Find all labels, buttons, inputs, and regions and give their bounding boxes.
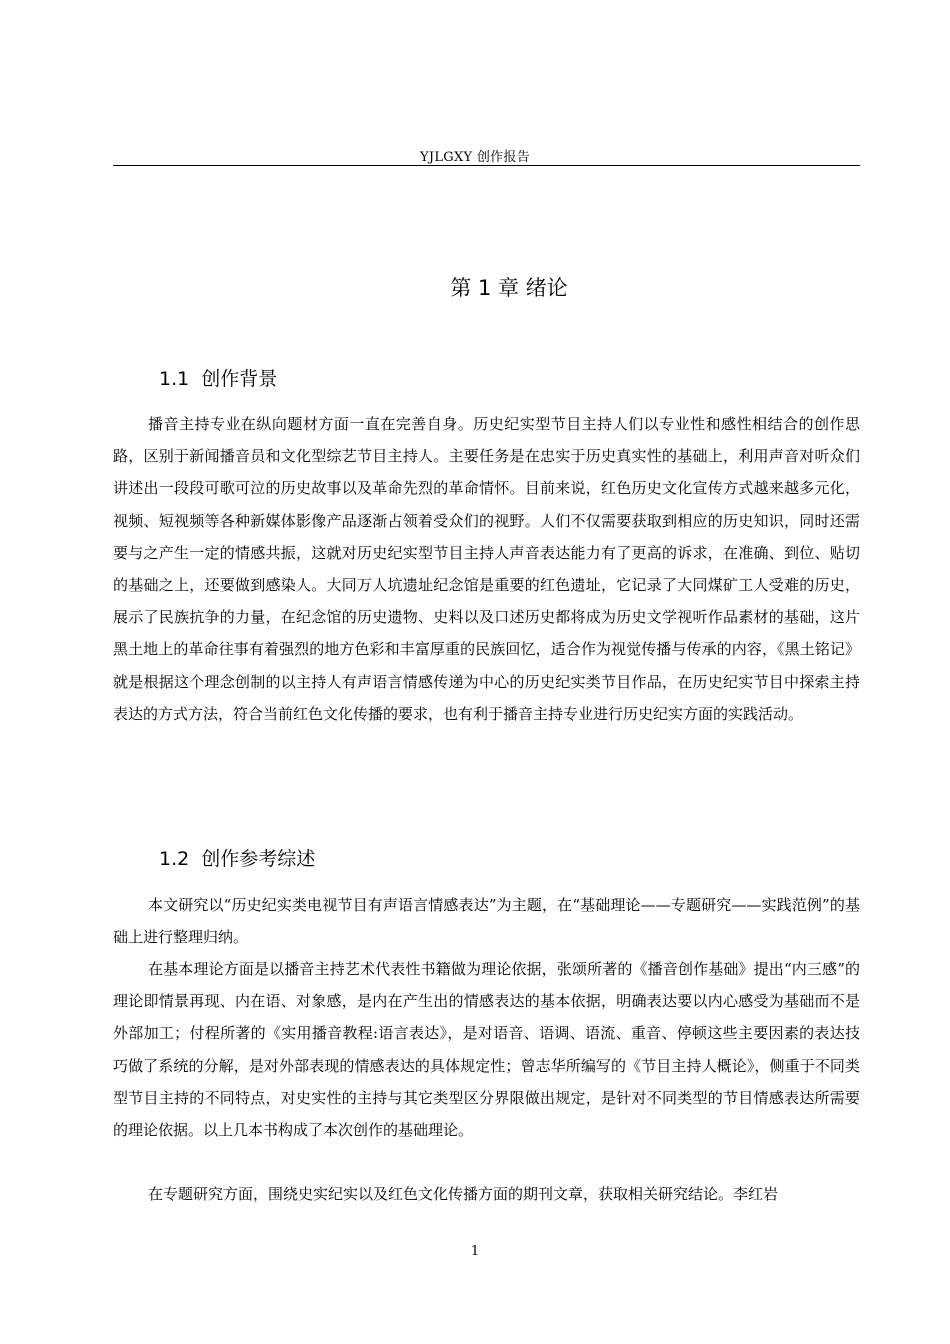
section-heading-1-1 — [159, 364, 277, 391]
paragraph: 播音主持专业在纵向题材方面一直在完善自身。历史纪实型节目主持人们以专业性和感性相结合的创作思路，区别于新闻播音员和文化型综艺节目主持人。主要任务是在忠实于历史真实性的基础上，利用声音对听众们讲述出一段段可歌可泣的历史故事以及革命先烈的革命情怀。目前来说，红色历史文化宣传方式越来越多元化，视频、短视频等各种新媒体影像产品逐渐占领着受众们的视野。人们不仅需要获取到相应的历史知识，同时还需要与之产生一定的情感共振，这就对历史纪实型节目主持人声音表达能力有了更高的诉求，在准确、到位、贴切的基础之上，还要做到感染人。大同万人坑遗址纪念馆是重要的红色遗址，它记录了大同煤矿工人受难的历史，展示了民族抗争的力量，在纪念馆的历史遗物、史料以及口述历史都将成为历史文学视听作品素材的基础，这片黑土地上的革命往事有着强烈的地方色彩和丰富厚重的民族回忆，适合作为视觉传播与传承的内容，《黑土铭记》就是根据这个理念创制的以主持人有声语言情感传递为中心的历史纪实类节目作品，在历史纪实节目中探索主持表达的方式方法，符合当前红色文化传播的要求，也有利于播音主持专业进行历史纪实方面的实践活动。 — [113, 415, 860, 723]
header-divider — [113, 165, 860, 166]
chapter-title: 第 1 章 绪论 — [450, 276, 568, 300]
section-number: 1.2 — [159, 848, 190, 870]
paragraph: 本文研究以“历史纪实类电视节目有声语言情感表达”为主题，在“基础理论——专题研究——实践范例”的基础上进行整理归纳。 — [113, 896, 860, 947]
section-number: 1.1 — [159, 368, 190, 390]
section-title: 创作背景 — [201, 368, 278, 390]
running-header: YJLGXY 创作报告 — [419, 150, 531, 165]
section-title: 创作参考综述 — [201, 848, 316, 870]
page-number: 1 — [470, 1244, 480, 1259]
section-heading-1-2 — [159, 844, 315, 871]
paragraph: 在基本理论方面是以播音主持艺术代表性书籍做为理论依据，张颂所著的《播音创作基础》提出“内三感”的理论即情景再现、内在语、对象感，是内在产生出的情感表达的基本依据，明确表达要以内心感受为基础而不是外部加工；付程所著的《实用播音教程:语言表达》，是对语音、语调、语流、重音、停顿这些主要因素的表达技巧做了系统的分解，是对外部表现的情感表达的具体规定性；曾志华所编写的《节目主持人概论》，侧重于不同类型节目主持的不同特点，对史实性的主持与其它类型区分界限做出规定，是针对不同类型的节目情感表达所需要的理论依据。以上几本书构成了本次创作的基础理论。 — [113, 960, 860, 1140]
paragraph: 在专题研究方面，围绕史实纪实以及红色文化传播方面的期刊文章，获取相关研究结论。李红岩 — [148, 1185, 779, 1203]
